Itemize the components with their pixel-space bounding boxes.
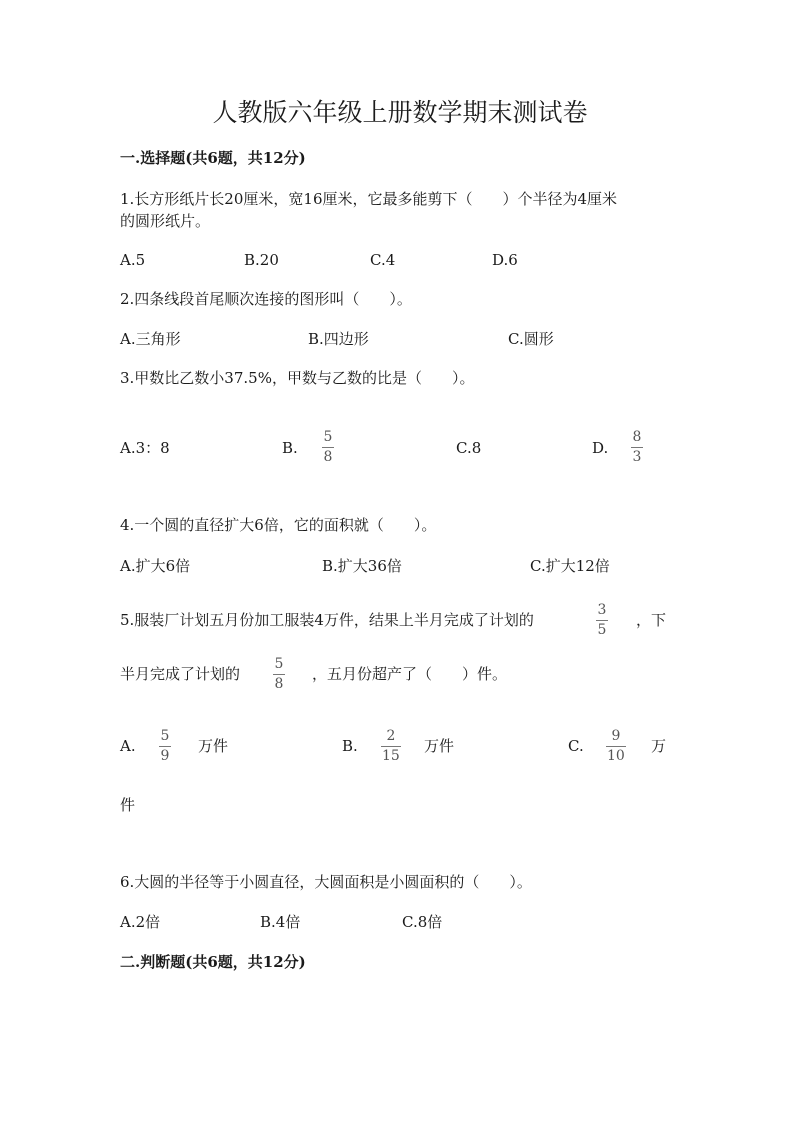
section-heading-choice: 一.选择题(共6题，共12分) [120,149,306,167]
fraction-denominator: 8 [274,676,284,692]
question-3-option-b-label: B. [282,439,298,457]
fraction-numerator: 5 [323,429,333,445]
fraction-bar [322,447,334,448]
fraction-bar [606,746,626,747]
question-3-text: 3.甲数比乙数小37.5%，甲数与乙数的比是（ ）。 [120,369,475,387]
question-5-text-part-3: 半月完成了计划的 [120,665,241,683]
question-1-line-1: 1.长方形纸片长20厘米，宽16厘米，它最多能剪下（ ）个半径为4厘米 [120,190,618,208]
fraction-bar [381,746,401,747]
question-2-option-b: B.四边形 [308,330,369,348]
fraction-bar [631,447,643,448]
fraction-bar [596,620,608,621]
fraction-numerator: 3 [597,602,607,618]
question-6-option-b: B.4倍 [260,913,301,931]
question-5-text-part-1: 5.服装厂计划五月份加工服装4万件，结果上半月完成了计划的 [120,611,534,629]
question-3-option-b-fraction [322,430,334,465]
question-3-option-a: A.3：8 [120,439,170,457]
question-4-option-c: C.扩大12倍 [530,557,610,575]
question-5-option-a-fraction [159,729,171,764]
question-4-option-a: A.扩大6倍 [120,557,191,575]
question-1-option-a: A.5 [120,251,146,269]
question-3-option-c: C.8 [456,439,482,457]
question-5-option-c-fraction [606,729,626,764]
question-5-option-c-unit-1: 万 [651,737,667,755]
question-1-option-d: D.6 [492,251,518,269]
fraction-denominator: 15 [382,748,400,764]
question-2-option-a: A.三角形 [120,330,181,348]
question-4-text: 4.一个圆的直径扩大6倍，它的面积就（ ）。 [120,516,437,534]
fraction-numerator: 5 [274,656,284,672]
question-1-option-b: B.20 [244,251,279,269]
question-2-text: 2.四条线段首尾顺次连接的图形叫（ ）。 [120,290,412,308]
section-heading-judgement: 二.判断题(共6题，共12分) [120,953,306,971]
question-5-text-part-2: ，下 [636,611,667,629]
question-5-option-a-unit: 万件 [198,737,229,755]
question-5-fraction-1 [596,603,608,638]
question-6-text: 6.大圆的半径等于小圆直径，大圆面积是小圆面积的（ ）。 [120,873,532,891]
fraction-bar [273,674,285,675]
question-1-line-2: 的圆形纸片。 [120,212,211,230]
question-6-option-c: C.8倍 [402,913,443,931]
fraction-numerator: 5 [160,728,170,744]
question-4-option-b: B.扩大36倍 [322,557,402,575]
fraction-bar [159,746,171,747]
fraction-denominator: 3 [632,449,642,465]
question-5-option-a-label: A. [120,737,136,755]
question-1-option-c: C.4 [370,251,396,269]
question-5-text-part-4: ，五月份超产了（ ）件。 [312,665,508,683]
question-5-option-b-label: B. [342,737,358,755]
question-5-option-c-unit-2: 件 [120,796,136,814]
fraction-denominator: 5 [597,622,607,638]
question-2-option-c: C.圆形 [508,330,554,348]
question-5-fraction-2 [273,657,285,692]
question-5-option-c-label: C. [568,737,584,755]
page-title: 人教版六年级上册数学期末测试卷 [212,98,588,127]
question-5-option-b-unit: 万件 [424,737,455,755]
fraction-denominator: 10 [607,748,625,764]
fraction-denominator: 8 [323,449,333,465]
fraction-numerator: 9 [611,728,621,744]
fraction-denominator: 9 [160,748,170,764]
question-3-option-d-fraction [631,430,643,465]
question-6-option-a: A.2倍 [120,913,161,931]
question-5-option-b-fraction [381,729,401,764]
fraction-numerator: 2 [386,728,396,744]
question-3-option-d-label: D. [592,439,609,457]
fraction-numerator: 8 [632,429,642,445]
